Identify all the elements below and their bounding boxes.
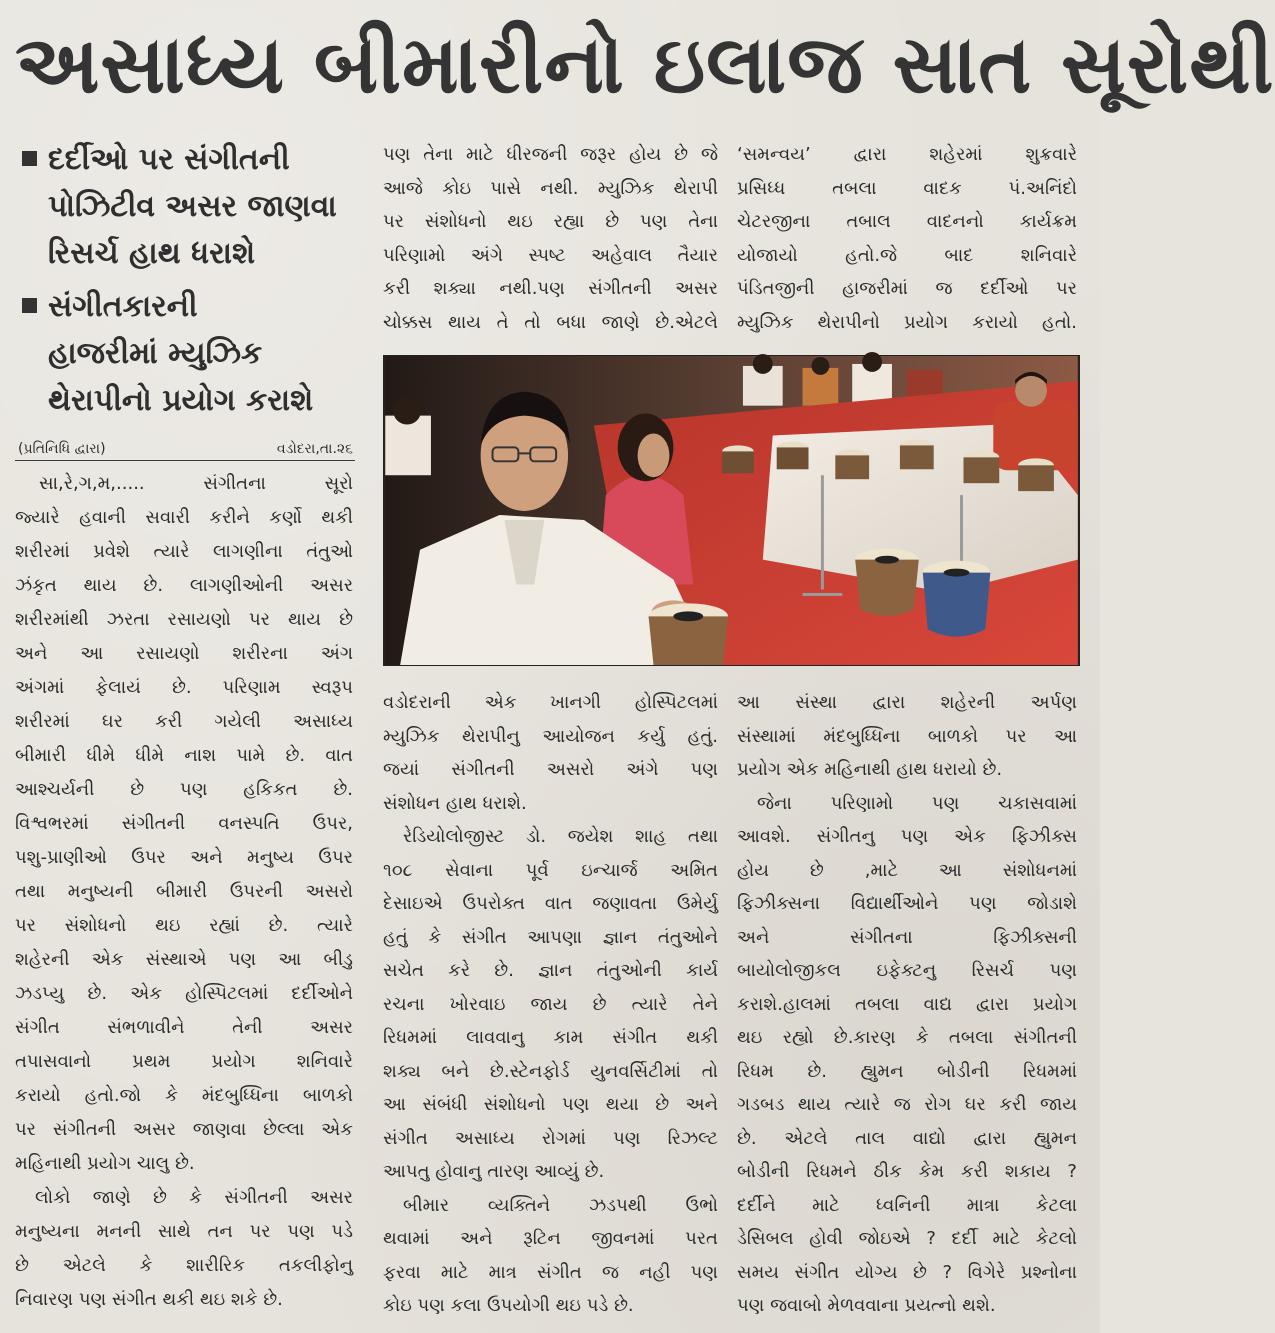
text-line: પ્રસિધ્ધ તબલા વાદક પં.અનિંદો	[737, 177, 1077, 199]
bullet-square-icon	[22, 151, 37, 166]
byline	[15, 438, 355, 461]
highlight-line: સંગીતકારની	[48, 289, 198, 324]
text-line: સંસ્થામાં મંદબુધ્ધિના બાળકો પર આ	[737, 725, 1077, 747]
text-line: અને સંગીતના ફિઝીક્સની	[737, 926, 1077, 948]
text-line: આ સંબંધી સંશોધનો પણ થયા છે અને	[383, 1094, 718, 1115]
text-line: નિવારણ પણ સંગીત થકી થઇ શકે છે.	[15, 1289, 283, 1310]
text-line: જ્યારે હવાની સવારી કરીને કર્ણો થકી	[15, 507, 353, 528]
paragraph	[737, 686, 1077, 787]
text-line: ‘સમન્વય’ દ્વારા શહેરમાં શુક્રવારે	[737, 144, 1077, 165]
highlight-line: પોઝિટીવ અસર જાણવા	[48, 189, 337, 224]
text-line: ચેટરજીના તબાલ વાદનનો કાર્યક્રમ	[737, 211, 1077, 232]
text-line: શરીરમાં ઘર કરી ગયેલી અસાધ્ય	[15, 711, 353, 732]
text-line: આવશે. સંગીતનુ પણ એક ફિઝીક્સ	[737, 826, 1077, 847]
text-line: અંગમાં ફેલાયં છે. પરિણામ સ્વરૂપ	[15, 677, 353, 698]
highlight-line: દર્દીઓ પર સંગીતની	[48, 142, 290, 177]
text-line: મ્યુઝિક થેરાપીનુ આયોજન કર્યુ હતું.	[383, 725, 718, 747]
text-line: બીમાર વ્યક્તિને ઝડપથી ઉભો	[403, 1194, 718, 1216]
paragraph	[737, 787, 1077, 1323]
text-line: મનુષ્યના મનની સાથે તન પર પણ પડે	[15, 1221, 353, 1242]
text-line: પણ જવાબો મેળવવાના પ્રયત્નો થશે.	[737, 1295, 996, 1316]
text-line: કરાયો હતો.જો કે મંદબુધ્ધિના બાળકો	[15, 1085, 353, 1106]
paragraph	[15, 1181, 353, 1317]
paragraph	[383, 686, 718, 820]
text-line: આ સંસ્થા દ્વારા શહેરની અર્પણ	[737, 692, 1077, 713]
musicians-photo-illustration	[384, 356, 1079, 665]
text-line: રચના ખોરવાઇ જાય છે ત્યારે તેને	[383, 993, 718, 1015]
text-line: ૧૦૮ સેવાના પૂર્વ ઇન્ચાર્જ અમિત	[383, 859, 718, 881]
text-line: આપતુ હોવાનુ તારણ આવ્યું છે.	[383, 1161, 605, 1182]
text-line: પણ તેના માટે ધીરજની જરૂર હોય છે જે	[383, 144, 718, 165]
reporter-credit: (પ્રતિનિધિ દ્વારા)	[18, 441, 106, 457]
text-line: સા,રે,ગ,મ,..... સંગીતના સૂરો	[39, 473, 353, 494]
text-line: કરાશે.હાલમાં તબલા વાદ્ય દ્વારા પ્રયોગ	[737, 993, 1077, 1015]
bullet-square-icon	[22, 298, 37, 313]
text-line: પર સંગીતની અસર જાણવા છેલ્લા એક	[15, 1119, 353, 1140]
paragraph	[383, 138, 718, 339]
text-line: ઝંકૃત થાય છે. લાગણીઓની અસર	[15, 575, 353, 596]
highlight-point-1	[16, 136, 361, 277]
text-line: અને આ રસાયણો શરીરના અંગ	[15, 643, 353, 664]
highlight-line: થેરાપીનો પ્રયોગ કરાશે	[48, 383, 314, 418]
text-line: શક્ય બને છે.સ્ટેનફોર્ડ યુનવર્સિટીમાં તો	[383, 1060, 718, 1082]
text-line: થવામાં અને રૂટિન જીવનમાં પરત	[383, 1228, 718, 1249]
text-line: લોકો જાણે છે કે સંગીતની અસર	[35, 1187, 353, 1208]
text-line: યોજાયો હતો.જે બાદ શનિવારે	[737, 244, 1077, 266]
text-line: છે. એટલે તાલ વાદ્યો દ્વારા હ્યુમન	[737, 1127, 1077, 1149]
article-column-3-top	[737, 138, 1077, 339]
text-line: વડોદરાની એક ખાનગી હોસ્પિટલમાં	[383, 692, 718, 713]
text-line: શરીરમાંથી ઝરતા રસાયણો પર થાય છે	[15, 609, 353, 630]
text-line: સમય સંગીત યોગ્ય છે ? વિગેરે પ્રશ્નોના	[737, 1261, 1077, 1283]
text-line: સંગીત અસાધ્ય રોગમાં પણ રિઝલ્ટ	[383, 1127, 718, 1149]
highlight-line: હાજરીમાં મ્યુઝિક	[48, 336, 263, 371]
text-line: કોઇ પણ કલા ઉપયોગી થઇ પડે છે.	[383, 1295, 634, 1316]
text-line: પર સંશોધનો થઇ રહ્યા છે પણ તેના	[383, 211, 718, 232]
text-line: ફરવા માટે માત્ર સંગીત જ નહી પણ	[383, 1261, 718, 1283]
text-line: વિશ્વભરમાં સંગીતની વનસ્પતિ ઉપર,	[15, 813, 353, 834]
text-line: દેસાઇએ ઉપરોક્ત વાત જણાવતા ઉમેર્યુ	[383, 893, 718, 914]
text-line: ફિઝીક્સના વિદ્યાર્થીઓને પણ જોડાશે	[737, 893, 1077, 914]
text-line: બાયોલોજીકલ ઇફેક્ટનુ રિસર્ચ પણ	[737, 960, 1077, 981]
article-column-2-top	[383, 138, 718, 339]
article-column-3-bottom	[737, 686, 1077, 1323]
text-line: શહેરની એક સંસ્થાએ પણ આ બીડુ	[15, 949, 353, 970]
highlight-line: રિસર્ચ હાથ ધરાશે	[48, 236, 256, 271]
text-line: જેના પરિણામો પણ ચકાસવામાં	[757, 792, 1077, 814]
article-column-1	[15, 467, 353, 1317]
paragraph	[737, 138, 1077, 339]
article-column-2-bottom	[383, 686, 718, 1323]
text-line: દર્દીને માટે ધ્વનિની માત્રા કેટલા	[737, 1194, 1077, 1216]
headline: અસાધ્ય બીમારીનો ઇલાજ સાત સૂરોથી	[15, 18, 1275, 111]
text-line: તથા મનુષ્યની બીમારી ઉપરની અસરો	[15, 881, 353, 902]
text-line: આશ્ચર્યની છે પણ હકિકત છે.	[15, 779, 353, 800]
dateline: વડોદરા,તા.૨૬	[276, 441, 353, 457]
text-line: સંગીત સંભળાવીને તેની અસર	[15, 1017, 353, 1038]
text-line: ગડબડ થાય ત્યારે જ રોગ ઘર કરી જાય	[737, 1094, 1077, 1115]
text-line: હતું કે સંગીત આપણા જ્ઞાન તંતુઓને	[383, 926, 718, 948]
text-line: ઝડપ્યુ છે. એક હોસ્પિટલમાં દર્દીઓને	[15, 983, 353, 1004]
text-line: રેડિયોલોજીસ્ટ ડો. જયેશ શાહ તથા	[403, 826, 718, 847]
text-line: શરીરમાં પ્રવેશે ત્યારે લાગણીના તંતુઓ	[15, 541, 353, 562]
text-line: થઇ રહ્યો છે.કારણ કે તબલા સંગીતની	[737, 1027, 1077, 1048]
text-line: ચોક્કસ થાય તે તો બધા જાણે છે.એટલે	[383, 311, 718, 333]
highlight-point-2	[16, 283, 361, 424]
text-line: બોડીની રિધમને ઠીક કેમ કરી શકાય ?	[737, 1161, 1077, 1182]
paragraph	[15, 467, 353, 1181]
text-line: છે એટલે કે શારીરિક તકલીફોનુ	[15, 1255, 353, 1276]
text-line: મ્યુઝિક થેરાપીનો પ્રયોગ કરાયો હતો.	[737, 311, 1077, 333]
text-line: તપાસવાનો પ્રથમ પ્રયોગ શનિવારે	[15, 1051, 353, 1072]
text-line: સચેત કરે છે. જ્ઞાન તંતુઓની કાર્ય	[383, 960, 718, 981]
text-line: રિધમમાં લાવવાનુ કામ સંગીત થકી	[383, 1027, 718, 1048]
text-line: પંડિતજીની હાજરીમાં જ દર્દીઓ પર	[737, 278, 1077, 299]
text-line: બીમારી ધીમે ધીમે નાશ પામે છે. વાત	[15, 745, 353, 766]
paragraph	[383, 820, 718, 1189]
text-line: કરી શક્યા નથી.પણ સંગીતની અસર	[383, 278, 718, 299]
paragraph	[383, 1189, 718, 1323]
tabla-foreground	[649, 603, 728, 665]
text-line: જયાં સંગીતની અસરો અંગે પણ	[383, 759, 718, 780]
text-line: હોય છે ,માટે આ સંશોધનમાં	[737, 859, 1077, 881]
text-line: પ્રયોગ એક મહિનાથી હાથ ધરાયો છે.	[737, 759, 1003, 780]
text-line: રિધમ છે. હ્યુમન બોડીની રિધમમાં	[737, 1060, 1077, 1082]
news-photo	[383, 355, 1080, 666]
text-line: પર સંશોધનો થઇ રહ્યાં છે. ત્યારે	[15, 915, 353, 936]
text-line: પરિણામો અંગે સ્પષ્ટ અહેવાલ તૈયાર	[383, 244, 718, 266]
text-line: સંશોધન હાથ ધરાશે.	[383, 792, 527, 814]
text-line: પશુ-પ્રાણીઓ ઉપર અને મનુષ્ય ઉપર	[15, 847, 353, 868]
text-line: ડેસિબલ હોવી જોઇએ ? દર્દી માટે કેટલો	[737, 1228, 1077, 1249]
text-line: મહિનાથી પ્રયોગ ચાલુ છે.	[15, 1153, 195, 1174]
text-line: આજે કોઇ પાસે નથી. મ્યુઝિક થેરાપી	[383, 177, 718, 199]
